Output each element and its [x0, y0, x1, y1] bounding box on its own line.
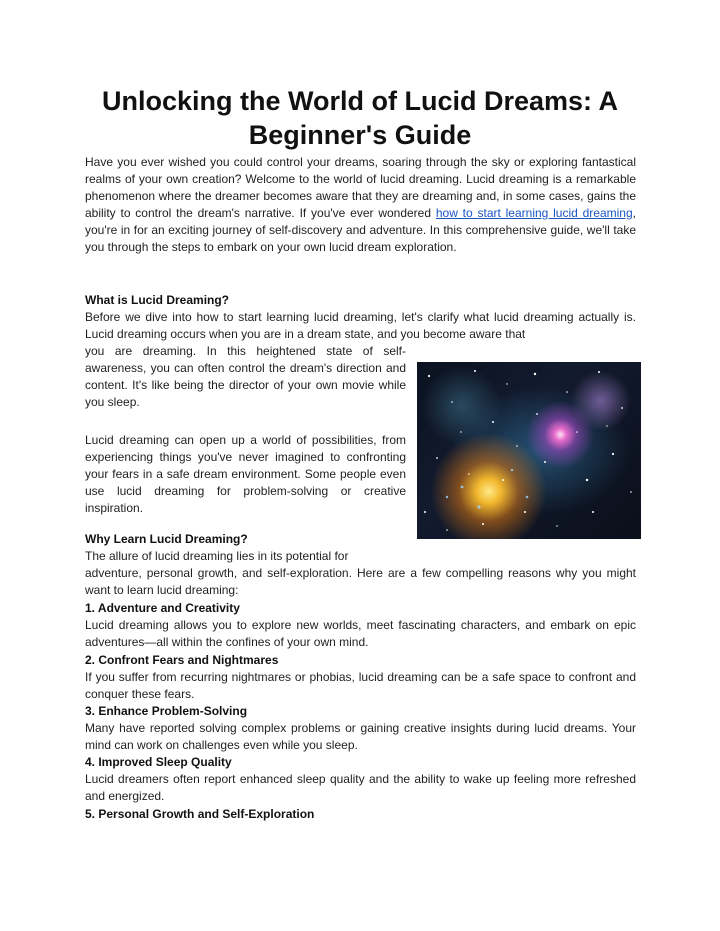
- reason-1-text: Lucid dreaming allows you to explore new worlds, meet fascinating characters, and embark on epic adventures—all within the confines of your own mind.: [85, 618, 636, 649]
- heading-why-learn: Why Learn Lucid Dreaming?: [85, 532, 248, 546]
- page-title: [60, 84, 660, 152]
- heading-what-is: What is Lucid Dreaming?: [85, 293, 230, 307]
- intro-text-after-link: , you're in for an exciting journey of self-discovery and adventure. In this comprehensive guide, we'll take you through the steps to embark on your own lucid dream exploration.: [85, 206, 636, 254]
- lucid-dreaming-link[interactable]: how to start learning lucid dreaming: [435, 206, 633, 220]
- intro-paragraph: [85, 154, 636, 256]
- what-is-second-paragraph: Lucid dreaming can open up a world of possibilities, from experiencing things you've never imagined to confronting your fears in a safe dream environment. Some people even use lucid dreaming for problem-solving or creative inspiration.: [85, 433, 406, 515]
- reason-3-heading: 3. Enhance Problem-Solving: [85, 704, 248, 718]
- reason-2-text: If you suffer from recurring nightmares or phobias, lucid dreaming can be a safe space to confront and conquer these fears.: [85, 670, 636, 701]
- what-is-paragraph-wide: Before we dive into how to start learning lucid dreaming, let's clarify what lucid dreaming actually is. Lucid dreaming occurs when you are in a dream state, and you become aware that: [85, 310, 636, 341]
- intro-text-before-link: Have you ever wished you could control your dreams, soaring through the sky or exploring fantastical realms of your own creation? Welcome to the world of lucid dreaming. Lucid dreaming is a remarkable phenomenon where the dreamer becomes aware that they are dreaming and, in some cases, gains the ability to control the dream's narrative. If you've ever wondered: [85, 155, 636, 220]
- title-line-2: Beginner's Guide: [248, 120, 472, 150]
- why-intro-paragraph: adventure, personal growth, and self-exploration. Here are a few compelling reasons why you might want to learn lucid dreaming:: [85, 566, 636, 597]
- reason-2-heading: 2. Confront Fears and Nightmares: [85, 653, 279, 667]
- reason-3-text: Many have reported solving complex problems or gaining creative insights during lucid dreams. Your mind can work on challenges even while you sleep.: [85, 721, 636, 752]
- reason-4-text: Lucid dreamers often report enhanced sleep quality and the ability to wake up feeling more refreshed and energized.: [85, 772, 636, 803]
- title-line-1: Unlocking the World of Lucid Dreams: A: [101, 86, 619, 116]
- reason-4-heading: 4. Improved Sleep Quality: [85, 755, 232, 769]
- what-is-paragraph-narrow: you are dreaming. In this heightened state of self-awareness, you can often control the dream's direction and content. It's like being the director of your own movie while you sleep.: [85, 344, 406, 409]
- star-field-icon: [417, 362, 641, 539]
- reason-5-heading: 5. Personal Growth and Self-Exploration: [85, 807, 315, 821]
- why-intro-line: The allure of lucid dreaming lies in its potential for: [85, 549, 349, 563]
- galaxy-nebula-photo: [417, 362, 641, 539]
- reason-1-heading: 1. Adventure and Creativity: [85, 601, 240, 615]
